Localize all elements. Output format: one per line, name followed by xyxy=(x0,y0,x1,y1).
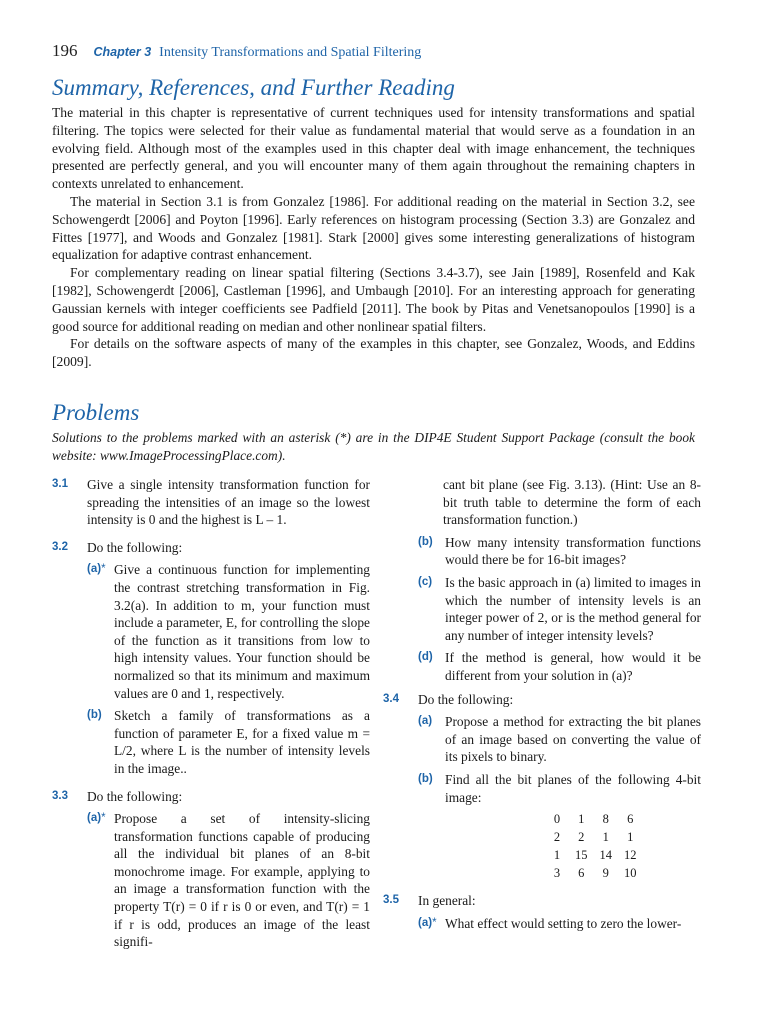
matrix-cell: 3 xyxy=(553,866,561,881)
summary-body xyxy=(52,104,695,371)
summary-paragraph-4: For details on the software aspects of many of the examples in this chapter, see Gonzalez, Woods, and Eddins [2009]. xyxy=(52,336,695,370)
matrix-cell: 1 xyxy=(553,848,561,863)
part-label xyxy=(87,561,106,579)
problem-3-3 xyxy=(52,788,370,951)
asterisk-marker: * xyxy=(432,916,437,929)
part-text: Propose a set of intensity-slicing transformation functions capable of producing all the individual bit planes of an 8-bit monochrome image. For example, applying to an image a transformation function with the property T(r) = 0 if r is 0 or even, and T(r) = 1 if r is odd, produces an image of the least signifi- xyxy=(114,811,370,950)
part-letter: (a) xyxy=(87,563,102,576)
problem-number: 3.1 xyxy=(52,478,68,490)
matrix-cell: 0 xyxy=(553,812,561,827)
problem-3-2 xyxy=(52,539,370,778)
part-text: Propose a method for extracting the bit planes of an image based on converting the value of its pixels to binary. xyxy=(445,714,701,765)
problem-3-3a-continuation: cant bit plane (see Fig. 3.13). (Hint: Use an 8-bit truth table to determine the form of each transformation function.) xyxy=(443,477,701,528)
problem-part-a xyxy=(418,915,701,933)
asterisk-marker: * xyxy=(101,812,106,825)
problems-intro: Solutions to the problems marked with an asterisk (*) are in the DIP4E Student Support Package (consult the book website: www.ImageProcessingPlace.com). xyxy=(52,430,695,463)
part-label xyxy=(418,915,437,933)
problem-part-b xyxy=(418,534,701,569)
matrix-cell: 12 xyxy=(624,848,637,863)
problem-part-b xyxy=(418,771,701,882)
matrix-cell: 6 xyxy=(627,812,634,827)
matrix-cell: 6 xyxy=(578,866,585,881)
page-number: 196 xyxy=(52,41,78,60)
problem-number: 3.5 xyxy=(383,894,399,907)
part-text: Is the basic approach in (a) limited to images in which the number of intensity levels is an integer power of 2, or is the method general for any number of integer intensity levels? xyxy=(445,574,701,643)
matrix-cell: 8 xyxy=(602,812,609,827)
part-label: (b) xyxy=(87,709,102,722)
matrix-cell: 2 xyxy=(578,830,585,845)
problem-part-a xyxy=(87,810,370,951)
matrix-cell: 1 xyxy=(602,830,609,845)
matrix-row xyxy=(545,846,643,864)
part-text: What effect would setting to zero the lower- xyxy=(445,915,682,931)
left-column xyxy=(52,476,370,961)
problem-text: Do the following: xyxy=(418,691,514,707)
problem-part-d xyxy=(418,649,701,684)
part-text: Sketch a family of transformations as a function of parameter E, for a fixed value m = L/2, where L is the number of intensity levels in the image.. xyxy=(114,708,370,776)
part-label: (b) xyxy=(418,772,433,785)
part-label: (c) xyxy=(418,575,433,588)
part-label: (d) xyxy=(418,651,433,664)
problem-part-a xyxy=(87,561,370,702)
summary-paragraph-3: For complementary reading on linear spatial filtering (Sections 3.4-3.7), see Jain [1989], Rosenfeld and Kak [1982], Schowengerdt [2006], Castleman [1996], and Umbaugh [2010]. For an interesting approach for generating Gaussian kernels with integer coefficients see Padfield [2011]. The book by Pitas and Venetsanopoulos [1990] is a good source for additional reading on median and other nonlinear spatial filters. xyxy=(52,265,695,334)
chapter-title: Intensity Transformations and Spatial Filtering xyxy=(159,45,422,60)
problem-text: Do the following: xyxy=(87,539,183,555)
problem-3-1 xyxy=(52,476,370,529)
problem-number: 3.2 xyxy=(52,540,68,553)
problem-part-b xyxy=(87,707,370,777)
problem-text: Do the following: xyxy=(87,788,183,804)
part-label: (a) xyxy=(418,715,433,728)
chapter-label: Chapter 3 xyxy=(93,45,152,59)
part-letter: (a) xyxy=(418,916,433,929)
problem-3-4 xyxy=(383,691,701,883)
summary-paragraph-2: The material in Section 3.1 is from Gonzalez [1986]. For additional reading on the material in Section 3.2, see Schowengerdt [2006] and Poyton [1996]. Early references on histogram processing (Section 3.3) are Gonzalez and Fittes [1977], and Woods and Gonzalez [1981]. Stark [2000] gives some interesting generalizations of histogram equalization for adaptive contrast enhancement. xyxy=(52,193,695,263)
matrix-cell: 1 xyxy=(627,830,634,845)
problem-part-a xyxy=(418,713,701,766)
part-letter: (a) xyxy=(87,812,102,825)
running-head xyxy=(52,40,421,62)
matrix-row xyxy=(545,864,643,882)
matrix-cell: 1 xyxy=(578,812,585,827)
problem-number: 3.3 xyxy=(52,789,68,802)
matrix-cell: 14 xyxy=(599,848,612,863)
problem-3-3-parts xyxy=(383,534,701,685)
part-text: Give a continuous function for implementing the contrast stretching transformation in Fig. 3.2(a). In addition to m, your function must include a parameter, E, for controlling the slope of the function as it transitions from low to high intensity values. Your function should be normalized so that its minimum and maximum values are 0 and 1, respectively. xyxy=(114,562,370,701)
summary-heading: Summary, References, and Further Reading xyxy=(52,75,455,100)
matrix-cell: 15 xyxy=(575,848,588,863)
problems-heading: Problems xyxy=(52,400,140,425)
problem-text: Give a single intensity transformation function for spreading the intensities of an image so the lowest intensity is 0 and the highest is L – 1. xyxy=(87,477,370,528)
right-column xyxy=(383,476,701,942)
part-label xyxy=(87,810,106,828)
asterisk-marker: * xyxy=(101,563,106,576)
matrix-row xyxy=(545,810,643,828)
bit-image-matrix xyxy=(545,810,643,882)
problem-text: In general: xyxy=(418,893,476,909)
part-text: Find all the bit planes of the following 4-bit image: xyxy=(445,771,701,805)
matrix-row xyxy=(545,828,643,846)
part-text: If the method is general, how would it be different from your solution in (a)? xyxy=(445,650,701,683)
matrix-cell: 2 xyxy=(553,830,561,845)
matrix-cell: 9 xyxy=(602,866,609,881)
problem-number: 3.4 xyxy=(383,692,399,705)
part-text: How many intensity transformation functions would there be for 16-bit images? xyxy=(445,534,701,568)
problem-3-5 xyxy=(383,892,701,932)
matrix-cell: 10 xyxy=(624,866,637,881)
part-label: (b) xyxy=(418,535,433,548)
summary-paragraph-1: The material in this chapter is representative of current techniques used for intensity transformations and spatial filtering. The topics were selected for their value as fundamental material that would serve as a foundation in an evolving field. Although most of the examples used in this chapter deal with image enhancement, the techniques presented are perfectly general, and you will encounter many of them again throughout the remaining chapters in contexts unrelated to enhancement. xyxy=(52,105,695,192)
problem-part-c xyxy=(418,574,701,644)
